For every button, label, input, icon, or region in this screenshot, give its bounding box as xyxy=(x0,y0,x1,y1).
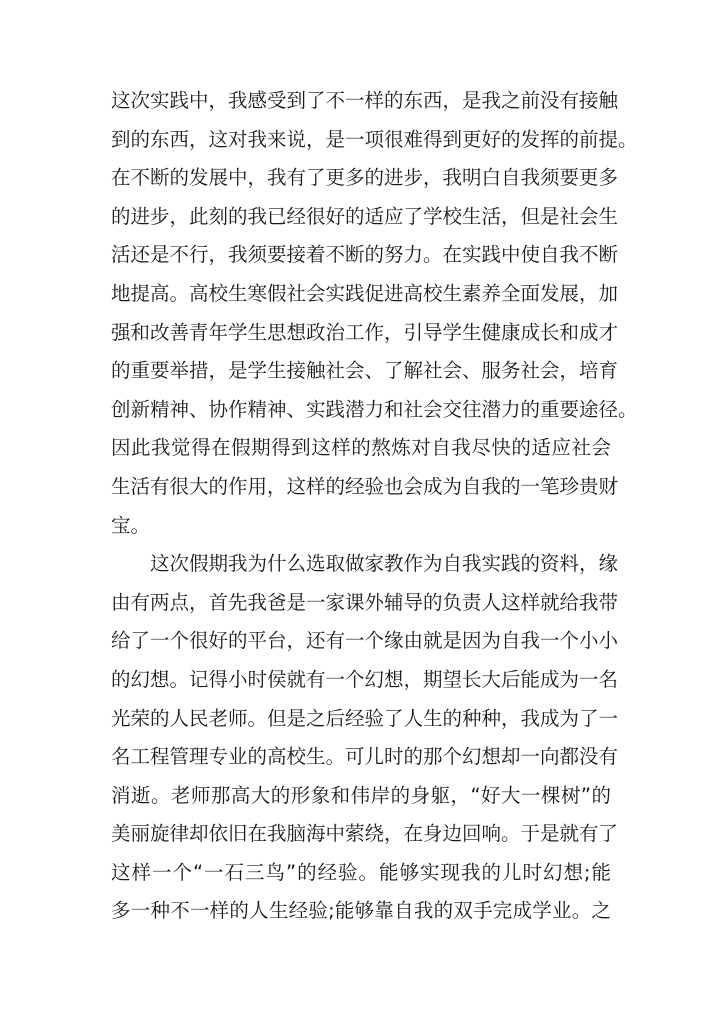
document-body xyxy=(111,82,638,931)
text-line: 创新精神、协作精神、实践潜力和社会交往潜力的重要途径。 xyxy=(111,397,638,421)
text-line: 在不断的发展中，我有了更多的进步，我明白自我须要更多 xyxy=(111,166,619,190)
text-line: 这次假期我为什么选取做家教作为自我实践的资料，缘 xyxy=(150,552,619,576)
text-line: 的幻想。记得小时侯就有一个幻想，期望长大后能成为一名 xyxy=(111,667,619,691)
text-line: 因此我觉得在假期得到这样的熬炼对自我尽快的适应社会 xyxy=(111,436,611,460)
text-line: 多一种不一样的人生经验;能够靠自我的双手完成学业。之 xyxy=(111,899,611,923)
text-line: 的进步，此刻的我已经很好的适应了学校生活，但是社会生 xyxy=(111,204,619,228)
text-line: 地提高。高校生寒假社会实践促进高校生素养全面发展，加 xyxy=(111,281,619,305)
text-line: 强和改善青年学生思想政治工作，引导学生健康成长和成才 xyxy=(111,320,619,344)
paragraph-2 xyxy=(111,545,619,931)
text-line: 消逝。老师那高大的形象和伟岸的身躯，“好大一棵树”的 xyxy=(111,783,611,807)
text-line: 给了一个很好的平台，还有一个缘由就是因为自我一个小小 xyxy=(111,629,619,653)
text-line: 美丽旋律却依旧在我脑海中萦绕，在身边回响。于是就有了 xyxy=(111,822,619,846)
text-line: 到的东西，这对我来说，是一项很难得到更好的发挥的前提。 xyxy=(111,127,638,151)
text-line: 生活有很大的作用，这样的经验也会成为自我的一笔珍贵财 xyxy=(111,474,619,498)
text-line: 这样一个“一石三鸟”的经验。能够实现我的儿时幻想;能 xyxy=(111,860,611,884)
text-line: 宝。 xyxy=(111,513,151,537)
text-line: 光荣的人民老师。但是之后经验了人生的种种，我成为了一 xyxy=(111,706,619,730)
text-line: 这次实践中，我感受到了不一样的东西，是我之前没有接触 xyxy=(111,89,619,112)
text-line: 名工程管理专业的高校生。可儿时的那个幻想却一向都没有 xyxy=(111,745,619,769)
paragraph-1 xyxy=(111,82,638,545)
text-line: 由有两点，首先我爸是一家课外辅导的负责人这样就给我带 xyxy=(111,590,619,614)
text-line: 的重要举措，是学生接触社会、了解社会、服务社会，培育 xyxy=(111,359,619,383)
text-line: 活还是不行，我须要接着不断的努力。在实践中使自我不断 xyxy=(111,243,619,267)
